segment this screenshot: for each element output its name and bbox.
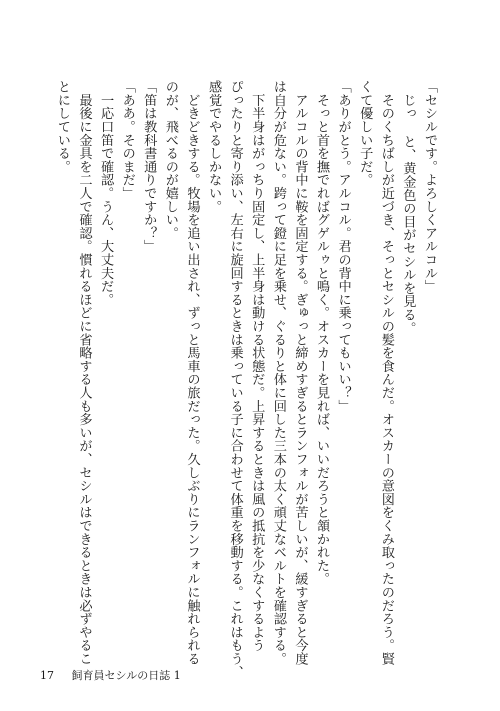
text-line: そのくちばしが近づき、そっとセシルの髪を食んだ。オスカーの意図をくみ取ったのだろう。賢: [378, 80, 394, 666]
text-line: 「ああ。そのまだ」: [119, 80, 135, 200]
text-line: アルコルの背中に鞍を固定する。ぎゅっと締めすぎるとランフォルが苦しいが、緩すぎると今度: [292, 80, 308, 666]
text-line: じっ と、黄金色の目がセシルを見る。: [400, 80, 416, 335]
page-footer: [40, 667, 181, 683]
text-line: 下半身はがっちり固定し、上半身は動ける状態だ。上昇するときは風の抵抗を少なくするよう: [249, 80, 265, 652]
text-line: とにしている。: [54, 80, 70, 174]
text-line: そっと首を撫でればグゲルゥと鳴く。オスカーを見れば、いいだろうと頷かれた。: [314, 80, 330, 586]
text-line: 「ありがとう。アルコル。君の背中に乗ってもいい？」: [335, 80, 351, 413]
book-title: 飼育員セシルの日誌 1: [71, 669, 181, 682]
text-line: のが、飛べるのが嬉しい。: [162, 80, 178, 240]
text-line: 「セシルです。よろしくアルコル」: [422, 80, 437, 293]
text-line: 「笛は教科書通りですか？」: [141, 80, 157, 253]
text-line: くて優しい子だ。: [357, 80, 373, 187]
text-line: 一応口笛で確認。うん、大丈夫だ。: [98, 80, 114, 307]
text-line: は自分が危ない。跨って鐙に足を乗せ、ぐるりと体に回した三本の太く頑丈なベルトを確認する。: [270, 80, 286, 666]
text-line: ぴったりと寄り添い、左右に旋回するときは乗っている子に合わせて体重を移動する。これはもう、: [227, 80, 243, 679]
text-line: 感覚でやるしかない。: [206, 80, 222, 213]
text-line: 最後に金具を二人で確認。慣れるほどに省略する人も多いが、セシルはできるときは必ずやるこ: [76, 80, 92, 666]
page-number: 17: [40, 669, 54, 682]
text-line: どきどきする。牧場を追い出され、ずっと馬車の旅だった。久しぶりにランフォルに触れられる: [184, 80, 200, 666]
